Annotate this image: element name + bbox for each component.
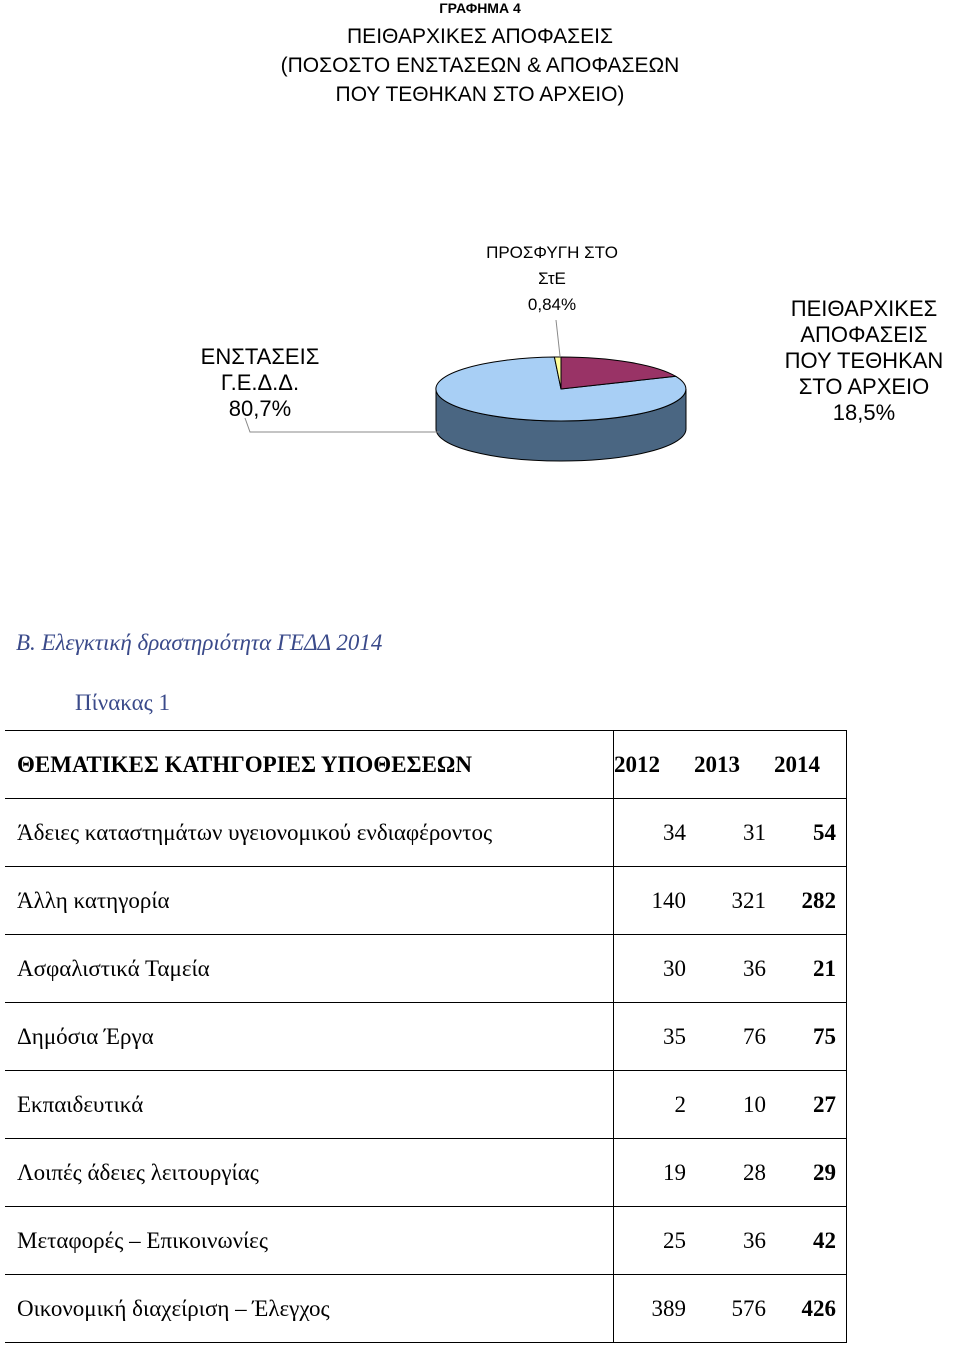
cell-2014: 75 xyxy=(774,1003,847,1071)
case-categories-table xyxy=(5,730,847,1343)
table-row xyxy=(5,935,847,1003)
table-row xyxy=(5,1275,847,1343)
header-category: ΘΕΜΑΤΙΚΕΣ ΚΑΤΗΓΟΡΙΕΣ ΥΠΟΘΕΣΕΩΝ xyxy=(5,731,614,799)
cell-2013: 36 xyxy=(743,1227,766,1253)
pie-label-archive xyxy=(768,296,960,426)
cell-2012: 2 xyxy=(674,1091,686,1117)
chart-title-line-2: (ΠΟΣΟΣΤΟ ΕΝΣΤΑΣΕΩΝ & ΑΠΟΦΑΣΕΩΝ xyxy=(280,54,680,77)
cell-2012: 19 xyxy=(663,1159,686,1185)
table-body xyxy=(5,799,847,1343)
cell-category: Εκπαιδευτικά xyxy=(5,1071,614,1139)
cell-2012: 34 xyxy=(663,819,686,845)
label-line: ΑΠΟΦΑΣΕΙΣ xyxy=(800,322,928,347)
table-header-row xyxy=(5,731,847,799)
table-row xyxy=(5,799,847,867)
cell-2013: 76 xyxy=(743,1023,766,1049)
cell-2014: 42 xyxy=(774,1207,847,1275)
cell-2012: 30 xyxy=(663,955,686,981)
header-year-2013: 2013 xyxy=(694,751,740,777)
table-row xyxy=(5,1071,847,1139)
cell-category: Μεταφορές – Επικοινωνίες xyxy=(5,1207,614,1275)
cell-2013: 31 xyxy=(743,819,766,845)
label-line: 0,84% xyxy=(527,295,577,314)
cell-2014: 282 xyxy=(774,867,847,935)
label-line: ΣΤΟ ΑΡΧΕΙΟ xyxy=(798,374,930,399)
table-caption: Πίνακας 1 xyxy=(75,690,171,715)
chart-title-line-3: ΠΟΥ ΤΕΘΗΚΑΝ ΣΤΟ ΑΡΧΕΙΟ) xyxy=(335,83,625,106)
cell-2014: 54 xyxy=(774,799,847,867)
label-line: ΠΡΟΣΦΥΓΗ ΣΤΟ xyxy=(486,243,618,262)
cell-2012: 25 xyxy=(663,1227,686,1253)
table-row xyxy=(5,867,847,935)
figure-label: ΓΡΑΦΗΜΑ 4 xyxy=(439,0,521,16)
leader-line-council-of-state xyxy=(556,320,560,356)
cell-2014: 29 xyxy=(774,1139,847,1207)
cell-2013: 10 xyxy=(743,1091,766,1117)
cell-2013: 28 xyxy=(743,1159,766,1185)
cell-2012: 35 xyxy=(663,1023,686,1049)
cell-2014: 426 xyxy=(774,1275,847,1343)
header-year-2014: 2014 xyxy=(774,731,847,799)
pie-label-council-of-state xyxy=(462,240,642,318)
table-row xyxy=(5,1139,847,1207)
cell-category: Ασφαλιστικά Ταμεία xyxy=(5,935,614,1003)
table-row xyxy=(5,1207,847,1275)
cell-2013: 321 xyxy=(731,887,766,913)
label-line: 80,7% xyxy=(228,396,292,421)
cell-2012: 140 xyxy=(651,887,686,913)
cell-category: Άλλη κατηγορία xyxy=(5,867,614,935)
chart-title-line-1: ΠΕΙΘΑΡΧΙΚΕΣ ΑΠΟΦΑΣΕΙΣ xyxy=(347,25,613,48)
label-line: ΣτΕ xyxy=(538,269,566,288)
section-heading: Β. Ελεγκτική δραστηριότητα ΓΕΔΔ 2014 xyxy=(16,630,383,655)
cell-category: Οικονομική διαχείριση – Έλεγχος xyxy=(5,1275,614,1343)
cell-2014: 21 xyxy=(774,935,847,1003)
label-line: Γ.Ε.Δ.Δ. xyxy=(220,370,300,395)
table-row xyxy=(5,1003,847,1071)
cell-2013: 576 xyxy=(731,1295,766,1321)
label-line: ΠΟΥ ΤΕΘΗΚΑΝ xyxy=(784,348,944,373)
label-line: ΠΕΙΘΑΡΧΙΚΕΣ xyxy=(790,296,938,321)
cell-category: Δημόσια Έργα xyxy=(5,1003,614,1071)
cell-category: Άδειες καταστημάτων υγειονομικού ενδιαφέροντος xyxy=(5,799,614,867)
cell-2014: 27 xyxy=(774,1071,847,1139)
label-line: 18,5% xyxy=(832,400,896,425)
pie-label-appeals xyxy=(170,344,350,422)
cell-category: Λοιπές άδειες λειτουργίας xyxy=(5,1139,614,1207)
cell-2012: 389 xyxy=(651,1295,686,1321)
label-line: ΕΝΣΤΑΣΕΙΣ xyxy=(200,344,320,369)
header-year-2012: 2012 xyxy=(614,751,660,777)
cell-2013: 36 xyxy=(743,955,766,981)
